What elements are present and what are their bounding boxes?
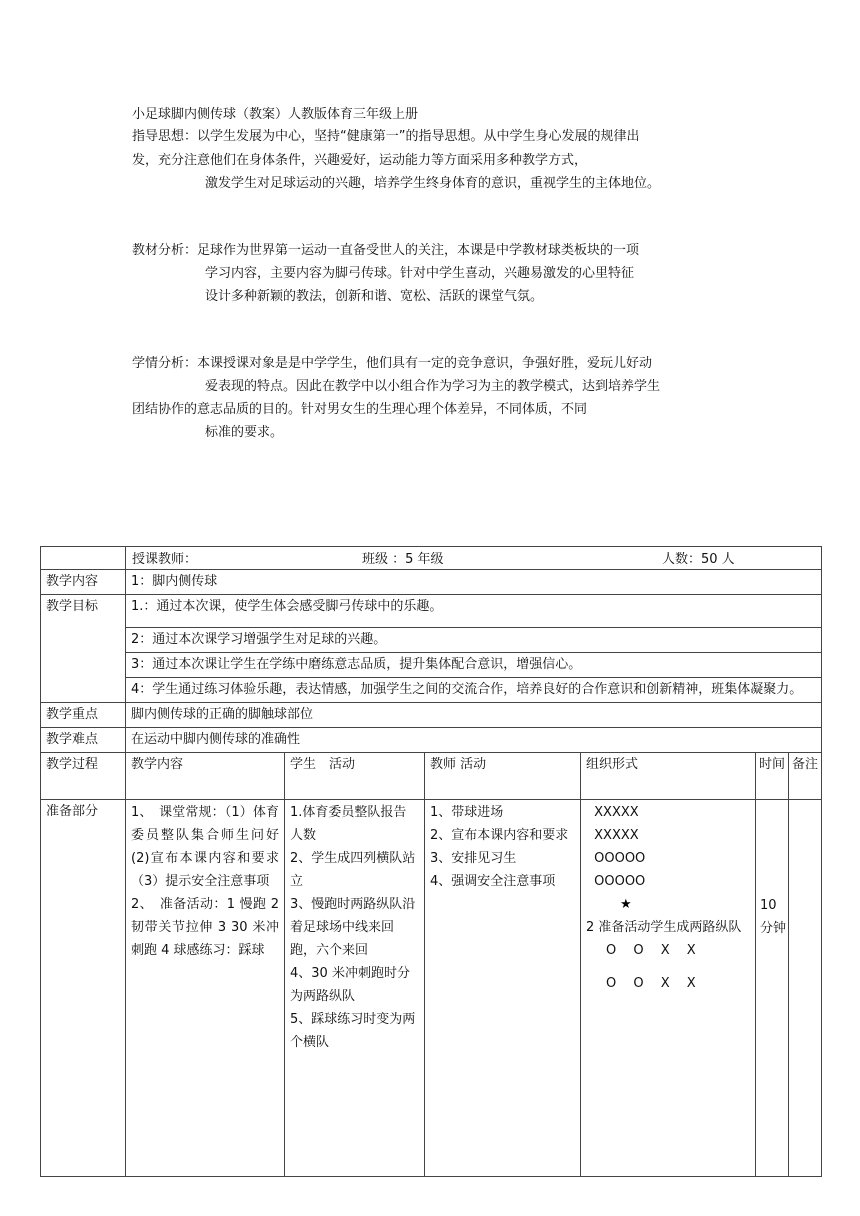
- students-line-1: 学情分析：本课授课对象是是中学学生，他们具有一定的竞争意识，争强好胜，爱玩儿好动: [132, 356, 653, 371]
- teacher-activity-2: 2、宣布本课内容和要求: [430, 828, 569, 843]
- goal-1: 1.：通过本次课，使学生体会感受脚弓传球中的乐趣。: [126, 595, 822, 628]
- difficulty-label: 教学难点: [41, 728, 126, 753]
- student-activity-3: 3、慢跑时两路纵队沿着足球场中线来回跑，六个来回: [290, 897, 416, 958]
- student-activity-2: 2、学生成四列横队站立: [290, 851, 416, 889]
- prep-label: 准备部分: [41, 800, 126, 1177]
- col-note: 备注: [789, 753, 822, 800]
- prep-content-cell: [126, 800, 285, 1177]
- time-cell: 10 分钟: [756, 800, 789, 1177]
- difficulty-value: 在运动中脚内侧传球的准确性: [126, 728, 822, 753]
- content-label: 教学内容: [41, 570, 126, 595]
- key-row: [41, 703, 822, 728]
- prep-content-2: 2、 准备活动：1 慢跑 2 韧带关节拉伸 3 30 米冲刺跑 4 球感练习：踩球: [131, 897, 279, 958]
- teacher-activity-1: 1、带球进场: [430, 805, 504, 820]
- goals-label: 教学目标: [41, 595, 126, 703]
- key-value: 脚内侧传球的正确的脚触球部位: [126, 703, 822, 728]
- col-org: 组织形式: [581, 753, 756, 800]
- goal-row-2: [41, 628, 822, 653]
- lesson-meta-cell: [126, 547, 822, 570]
- teacher-label: 授课教师：: [132, 552, 198, 567]
- guiding-line-1: 指导思想：以学生发展为中心，坚持“健康第一”的指导思想。从中学生身心发展的规律出: [132, 129, 640, 144]
- formation-caption: 2 准备活动学生成两路纵队: [586, 920, 742, 935]
- column-header-row: [41, 753, 822, 800]
- key-label: 教学重点: [41, 703, 126, 728]
- material-line-2: 学习内容，主要内容为脚弓传球。针对中学生喜动，兴趣易激发的心里特征: [205, 266, 635, 281]
- col-time: 时间: [756, 753, 789, 800]
- teacher-activity-cell: [425, 800, 581, 1177]
- goal-row-4: [41, 678, 822, 703]
- organization-cell: [581, 800, 756, 1177]
- guiding-line-3: 激发学生对足球运动的兴趣，培养学生终身体育的意识，重视学生的主体地位。: [205, 176, 661, 191]
- prep-row: [41, 800, 822, 1177]
- formation-row-1: XXXXX: [590, 805, 639, 820]
- content-value: 1：脚内侧传球: [126, 570, 822, 595]
- goal-row-3: [41, 653, 822, 678]
- col-teacher: 教师 活动: [425, 753, 581, 800]
- teacher-activity-4: 4、强调安全注意事项: [430, 874, 556, 889]
- difficulty-row: [41, 728, 822, 753]
- students-line-4: 标准的要求。: [205, 425, 284, 440]
- goal-4: 4：学生通过练习体验乐趣，表达情感，加强学生之间的交流合作，培养良好的合作意识和创新精神，班集体凝聚力。: [126, 678, 822, 703]
- count-label: 人数：50 人: [662, 552, 735, 567]
- student-activity-4: 4、30 米冲刺跑时分为两路纵队: [290, 966, 410, 1004]
- header-row: [41, 547, 822, 570]
- formation-row-4: OOOOO: [590, 874, 646, 889]
- material-line-3: 设计多种新颖的教法，创新和谐、宽松、活跃的课堂气氛。: [205, 289, 544, 304]
- col-process: 教学过程: [41, 753, 126, 800]
- formation-row-2: XXXXX: [590, 828, 639, 843]
- formation-row-3: OOOOO: [590, 851, 646, 866]
- col-content: 教学内容: [126, 753, 285, 800]
- student-activity-1: 1.体育委员整队报告人数: [290, 805, 407, 843]
- students-line-2: 爱表现的特点。因此在教学中以小组合作为学习为主的教学模式，达到培养学生: [205, 379, 661, 394]
- content-row: [41, 570, 822, 595]
- prep-content-1: 1、 课堂常规：（1）体育委员整队集合师生问好 (2)宣布本课内容和要求（3）提示安全注意事项: [131, 805, 279, 889]
- teacher-activity-3: 3、安排见习生: [430, 851, 517, 866]
- formation-row-6: O O X X: [606, 976, 696, 991]
- student-activity-5: 5、踩球练习时变为两个横队: [290, 1012, 416, 1050]
- material-line-1: 教材分析：足球作为世界第一运动一直备受世人的关注，本课是中学教材球类板块的一项: [132, 243, 640, 258]
- guiding-line-2: 发，充分注意他们在身体条件，兴趣爱好，运动能力等方面采用多种教学方式，: [132, 153, 588, 168]
- goal-row-1: [41, 595, 822, 628]
- note-cell: [789, 800, 822, 1177]
- lesson-plan-table: [40, 546, 822, 1177]
- goal-3: 3：通过本次课让学生在学练中磨练意志品质，提升集体配合意识，增强信心。: [126, 653, 822, 678]
- student-activity-cell: [285, 800, 425, 1177]
- students-line-3: 团结协作的意志品质的目的。针对男女生的生理心理个体差异，不同体质，不同: [132, 402, 588, 417]
- document-title: 小足球脚内侧传球（教案）人教版体育三年级上册: [132, 107, 419, 122]
- formation-row-5: O O X X: [606, 943, 696, 958]
- empty-cell: [41, 547, 126, 570]
- col-student: 学生 活动: [285, 753, 425, 800]
- teacher-star-icon: ★: [620, 897, 632, 912]
- class-label: 班级 ：5 年级: [362, 552, 444, 567]
- goal-2: 2：通过本次课学习增强学生对足球的兴趣。: [126, 628, 822, 653]
